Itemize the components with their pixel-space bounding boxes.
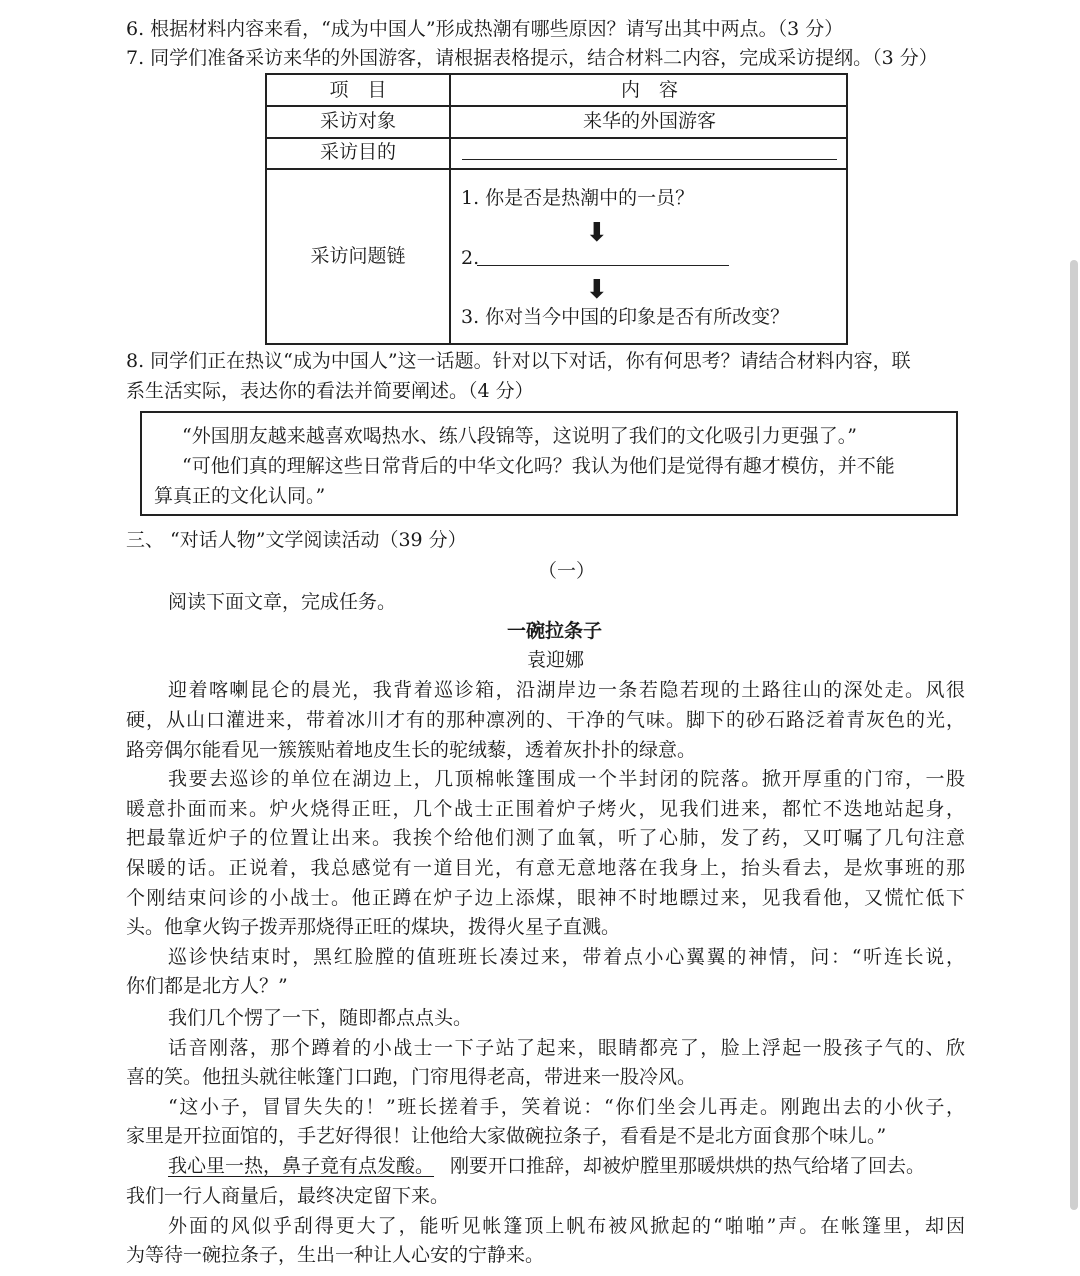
paragraph-line: 头。他拿火钩子拨弄那烧得正旺的煤块，拨得火星子直溅。 (126, 916, 621, 938)
paragraph-line: 刚要开口推辞，却被炉膛里那暖烘烘的热气给堵了回去。 (450, 1155, 926, 1177)
down-arrow-icon: ⬇ (586, 218, 608, 248)
paragraph-line: 我们一行人商量后，最终决定留下来。 (126, 1185, 450, 1207)
dialogue-line-1: “外国朋友越来越喜欢喝热水、练八段锦等，这说明了我们的文化吸引力更强了。” (182, 425, 857, 447)
paragraph-line: 把最靠近炉子的位置让出来。我挨个给他们测了血氧，听了心肺，发了药，又叮嘱了几句注意 (126, 827, 965, 849)
paragraph-line: 喜的笑。他扭头就往帐篷门口跑，门帘甩得老高，带进来一股冷风。 (126, 1066, 697, 1088)
row-label-target: 采访对象 (319, 110, 396, 132)
paragraph-line: 我们几个愣了一下，随即都点点头。 (168, 1007, 473, 1029)
paragraph-line: 我要去巡诊的单位在湖边上，几顶棉帐篷围成一个半封闭的院落。掀开厚重的门帘，一股 (168, 768, 965, 790)
dialogue-box (140, 411, 958, 516)
paragraph-line: 话音刚落，那个蹲着的小战士一下子站了起来，眼睛都亮了，脸上浮起一股孩子气的、欣 (168, 1037, 965, 1059)
paragraph-line: 巡诊快结束时，黑红脸膛的值班班长凑过来，带着点小心翼翼的神情，问：“听连长说， (168, 946, 965, 968)
interview-table (265, 73, 848, 345)
paragraph-line: 外面的风似乎刮得更大了，能听见帐篷顶上帆布被风掀起的“啪啪”声。在帐篷里，却因 (168, 1215, 965, 1237)
paragraph-line: 暖意扑面而来。炉火烧得正旺，几个战士正围着炉子烤火，见我们进来，都忙不迭地站起身， (126, 798, 965, 820)
paragraph-line: 个刚结束问诊的小战士。他正蹲在炉子边上添煤，眼神不时地瞟过来，见我看他，又慌忙低下 (126, 887, 965, 909)
chain-question-1: 1. 你是否是热潮中的一员？ (461, 187, 695, 209)
down-arrow-icon: ⬇ (586, 275, 608, 305)
paragraph-line: “这小子，冒冒失失的！”班长搓着手，笑着说：“你们坐会儿再走。刚跑出去的小伙子， (168, 1096, 965, 1118)
scrollbar[interactable] (1070, 260, 1078, 1210)
dialogue-line-3: 算真正的文化认同。” (154, 485, 326, 507)
paragraph-line: 迎着喀喇昆仑的晨光，我背着巡诊箱，沿湖岸边一条若隐若现的土路往山的深处走。风很 (168, 679, 965, 701)
question-6: 6. 根据材料内容来看，“成为中国人”形成热潮有哪些原因？请写出其中两点。（3 分） (126, 18, 844, 40)
question-8-line-1: 8. 同学们正在热议“成为中国人”这一话题。针对以下对话，你有何思考？请结合材料内容，联 (126, 350, 911, 372)
paragraph-line: 你们都是北方人？” (126, 975, 288, 997)
section-3-heading: 三、 “对话人物”文学阅读活动（39 分） (126, 529, 467, 551)
chain-question-2: 2. (461, 247, 480, 269)
paragraph-line: 路旁偶尔能看见一簇簇贴着地皮生长的驼绒藜，透着灰扑扑的绿意。 (126, 739, 697, 761)
paragraph-line: 家里是开拉面馆的，手艺好得很！让他给大家做碗拉条子，看看是不是北方面食那个味儿。” (126, 1125, 887, 1147)
question-8-line-2: 系生活实际，表达你的看法并简要阐述。（4 分） (126, 380, 534, 402)
chain-question-3: 3. 你对当今中国的印象是否有所改变？ (461, 306, 790, 328)
underlined-sentence: 我心里一热，鼻子竟有点发酸。 (168, 1155, 435, 1177)
row-label-purpose: 采访目的 (319, 141, 396, 163)
paragraph-line: 保暖的话。正说着，我总感觉有一道目光，有意无意地落在我身上，抬头看去，是炊事班的那 (126, 857, 965, 879)
row-label-question-chain: 采访问题链 (310, 245, 406, 267)
table-header-item: 项 目 (329, 79, 387, 101)
paragraph-line: 为等待一碗拉条子，生出一种让人心安的宁静来。 (126, 1244, 545, 1266)
question-7: 7. 同学们准备采访来华的外国游客，请根据表格提示，结合材料二内容，完成采访提纲。（3 分） (126, 47, 938, 69)
reading-instruction: 阅读下面文章，完成任务。 (168, 591, 397, 613)
row-value-target: 来华的外国游客 (582, 110, 716, 132)
paragraph-line: 硬，从山口灌进来，带着冰川才有的那种凛冽的、干净的气味。脚下的砂石路泛着青灰色的光， (126, 709, 965, 731)
part-1-label: （一） (538, 560, 596, 582)
table-header-content: 内 容 (620, 79, 678, 101)
chain-question-2-blank[interactable] (477, 265, 729, 266)
article-title: 一碗拉条子 (507, 620, 603, 642)
purpose-answer-blank[interactable] (462, 159, 837, 160)
article-author: 袁迎娜 (527, 649, 585, 671)
dialogue-line-2: “可他们真的理解这些日常背后的中华文化吗？我认为他们是觉得有趣才模仿，并不能 (182, 455, 895, 477)
